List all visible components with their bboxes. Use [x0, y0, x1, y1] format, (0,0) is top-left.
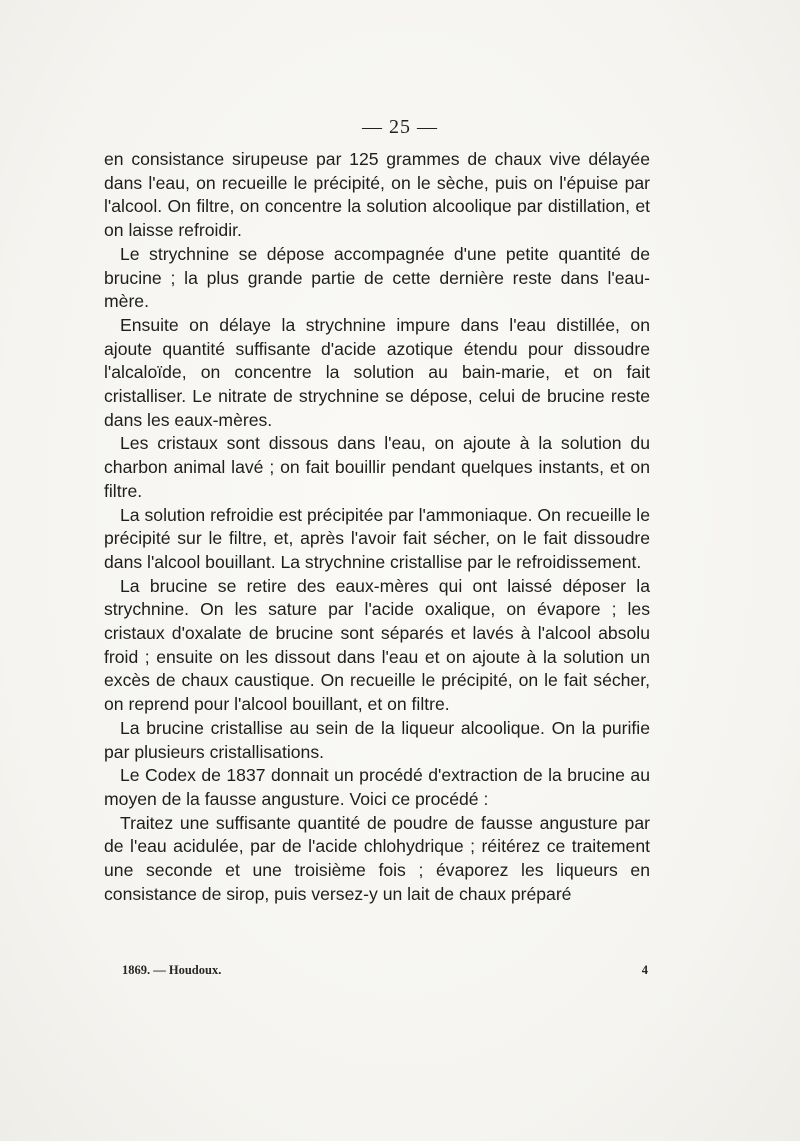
- paragraph-8: Le Codex de 1837 donnait un procédé d'extraction de la brucine au moyen de la fausse angusture. Voici ce procédé :: [104, 765, 650, 809]
- page-number: — 25 —: [362, 116, 438, 138]
- paragraph-1: en consistance sirupeuse par 125 grammes de chaux vive délayée dans l'eau, on recueille le précipité, on le sèche, puis on l'épuise par l'alcool. On filtre, on concentre la solution alcoolique par distillation, et on laisse refroidir.: [104, 149, 650, 241]
- body-text: [104, 148, 650, 907]
- footer-sheet-number: 4: [641, 963, 648, 977]
- paragraph-3: Ensuite on délaye la strychnine impure dans l'eau distillée, on ajoute quantité suffisante d'acide azotique étendu pour dissoudre l'alcaloïde, on concentre la solution au bain-marie, et on fait cristalliser. Le nitrate de strychnine se dépose, celui de brucine reste dans les eaux-mères.: [104, 314, 650, 430]
- footer-signature: 1869. — Houdoux.: [122, 963, 222, 977]
- paragraph-5: La solution refroidie est précipitée par l'ammoniaque. On recueille le précipité sur le filtre, et, après l'avoir fait sécher, on le fait dissoudre dans l'alcool bouillant. La strychnine cristallise par le refroidissement.: [104, 504, 650, 572]
- paragraph-2: Le strychnine se dépose accompagnée d'une petite quantité de brucine ; la plus grande partie de cette dernière reste dans l'eau-mère.: [104, 243, 650, 312]
- paragraph-7: La brucine cristallise au sein de la liqueur alcoolique. On la purifie par plusieurs cristallisations.: [104, 717, 650, 762]
- paragraph-9: Traitez une suffisante quantité de poudre de fausse angusture par de l'eau acidulée, par de l'acide chlohydrique ; réitérez ce traitement une seconde et une troisième fois ; évaporez les liqueurs en consistance de sirop, puis versez-y un lait de chaux préparé: [104, 812, 650, 904]
- paragraph-4: Les cristaux sont dissous dans l'eau, on ajoute à la solution du charbon animal lavé ; on fait bouillir pendant quelques instants, et on filtre.: [104, 433, 650, 501]
- paragraph-6: La brucine se retire des eaux-mères qui ont laissé déposer la strychnine. On les sature par l'acide oxalique, on évapore ; les cristaux d'oxalate de brucine sont séparés et lavés à l'alcool absolu froid ; ensuite on les dissout dans l'eau et on ajoute à la solution un excès de chaux caustique. On recueille le précipité, on le fait sécher, on reprend pour l'alcool bouillant, et on filtre.: [104, 575, 650, 715]
